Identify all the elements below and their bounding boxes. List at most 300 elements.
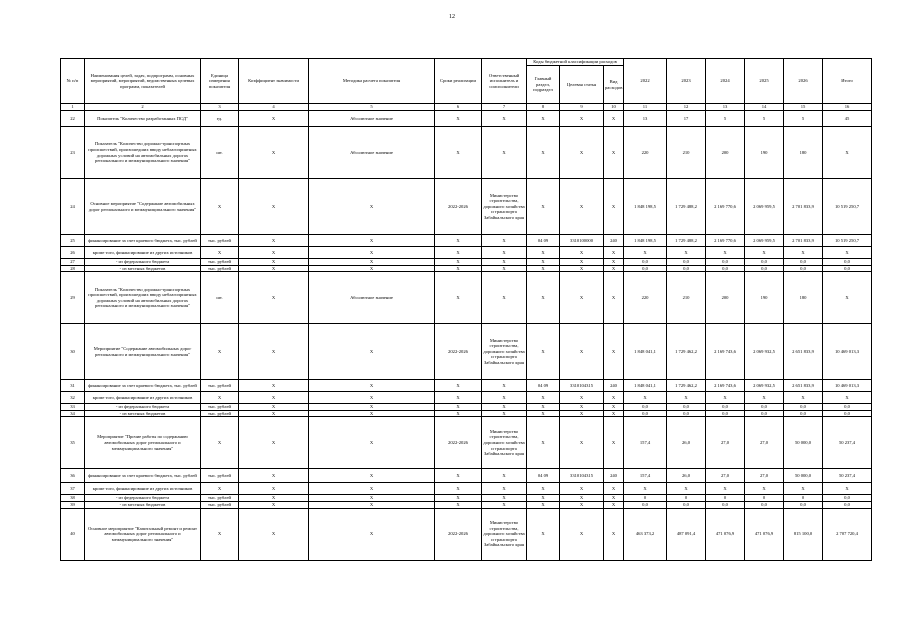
- row-unit: тыс. рублей: [201, 265, 239, 272]
- row-total: 0,0: [823, 404, 872, 411]
- row-value-2022: 1 848 198,5: [624, 179, 667, 235]
- row-unit: тыс. рублей: [201, 259, 239, 266]
- row-value-2026: 0: [784, 495, 823, 502]
- row-expense-type: X: [604, 508, 624, 560]
- column-number: 11: [624, 104, 667, 111]
- row-value-2023: 1 729 488,2: [667, 179, 706, 235]
- row-value-2023: 17: [667, 111, 706, 127]
- table-row: [61, 272, 872, 324]
- row-period: X: [435, 380, 482, 392]
- row-value-2026: 2 651 833,9: [784, 324, 823, 380]
- table-row: [61, 410, 872, 417]
- row-value-2022: 0,0: [624, 265, 667, 272]
- row-name: Показатель "Количество дорожно-транспортных происшествий, произошедших ввиду неблагоприятных дорожных условий на автомобильных дорогах регионального и межмуниципального значения": [85, 272, 201, 324]
- row-period: X: [435, 111, 482, 127]
- row-method: Абсолютное значение: [309, 111, 435, 127]
- row-value-2026: 2 651 833,9: [784, 380, 823, 392]
- header-2022: 2022: [624, 59, 667, 104]
- row-name: кроме того, финансирование из других источников: [85, 392, 201, 404]
- row-value-2023: 26,0: [667, 417, 706, 469]
- row-number: 38: [61, 495, 85, 502]
- row-name: кроме того, финансирование из других источников: [85, 483, 201, 495]
- row-value-2025: 471 076,9: [745, 508, 784, 560]
- row-responsible: X: [482, 469, 527, 483]
- table-row: [61, 508, 872, 560]
- row-responsible: X: [482, 483, 527, 495]
- table-row: [61, 127, 872, 179]
- row-value-2025: 5: [745, 111, 784, 127]
- row-target-article: X: [560, 508, 604, 560]
- row-total: 10 519 250,7: [823, 235, 872, 247]
- row-expense-type: 240: [604, 235, 624, 247]
- row-value-2026: 180: [784, 272, 823, 324]
- row-method: X: [309, 265, 435, 272]
- row-target-article: X: [560, 127, 604, 179]
- row-number: 25: [61, 235, 85, 247]
- row-target-article: X: [560, 324, 604, 380]
- row-number: 31: [61, 380, 85, 392]
- table-header: [61, 59, 872, 111]
- row-total: 50 237,4: [823, 469, 872, 483]
- row-main-section: X: [527, 483, 560, 495]
- row-main-section: X: [527, 417, 560, 469]
- row-period: X: [435, 404, 482, 411]
- row-value-2024: 471 076,9: [706, 508, 745, 560]
- row-unit: тыс. рублей: [201, 380, 239, 392]
- row-name: - из федерального бюджета: [85, 259, 201, 266]
- row-target-article: X: [560, 111, 604, 127]
- row-responsible: X: [482, 392, 527, 404]
- column-number: 4: [239, 104, 309, 111]
- row-value-2022: 0,0: [624, 501, 667, 508]
- row-value-2024: X: [706, 392, 745, 404]
- table-row: [61, 179, 872, 235]
- row-period: X: [435, 272, 482, 324]
- row-target-article: X: [560, 404, 604, 411]
- row-unit: X: [201, 417, 239, 469]
- row-value-2022: 157,4: [624, 417, 667, 469]
- row-unit: тыс. рублей: [201, 235, 239, 247]
- row-target-article: X: [560, 392, 604, 404]
- row-period: X: [435, 495, 482, 502]
- row-main-section: X: [527, 404, 560, 411]
- row-period: X: [435, 127, 482, 179]
- row-name: - из федерального бюджета: [85, 404, 201, 411]
- row-name: - из местных бюджетов: [85, 410, 201, 417]
- row-expense-type: X: [604, 404, 624, 411]
- row-target-article: 3310104315: [560, 469, 604, 483]
- row-value-2024: 2 169 770,6: [706, 179, 745, 235]
- column-number: 10: [604, 104, 624, 111]
- row-number: 40: [61, 508, 85, 560]
- row-value-2025: 0: [745, 495, 784, 502]
- row-value-2025: 190: [745, 272, 784, 324]
- table-row: [61, 259, 872, 266]
- row-coefficient: X: [239, 111, 309, 127]
- header-coef: Коэффициент значимости: [239, 59, 309, 104]
- row-unit: X: [201, 179, 239, 235]
- row-value-2026: X: [784, 483, 823, 495]
- row-number: 34: [61, 410, 85, 417]
- row-total: 2 707 720,4: [823, 508, 872, 560]
- row-value-2023: 0: [667, 495, 706, 502]
- row-expense-type: 240: [604, 380, 624, 392]
- row-unit: тыс. рублей: [201, 404, 239, 411]
- page-number: 12: [449, 14, 455, 20]
- header-target-article: Целевая статья: [560, 66, 604, 104]
- row-value-2022: X: [624, 483, 667, 495]
- row-expense-type: X: [604, 265, 624, 272]
- row-name: - из федерального бюджета: [85, 495, 201, 502]
- row-unit: шт.: [201, 127, 239, 179]
- row-main-section: X: [527, 410, 560, 417]
- row-value-2023: 210: [667, 272, 706, 324]
- row-coefficient: X: [239, 259, 309, 266]
- row-value-2024: 5: [706, 111, 745, 127]
- budget-table: [60, 58, 872, 561]
- row-value-2023: 1 729 488,2: [667, 235, 706, 247]
- row-coefficient: X: [239, 404, 309, 411]
- row-coefficient: X: [239, 483, 309, 495]
- row-target-article: X: [560, 179, 604, 235]
- header-2023: 2023: [667, 59, 706, 104]
- row-coefficient: X: [239, 410, 309, 417]
- row-period: X: [435, 392, 482, 404]
- row-number: 35: [61, 417, 85, 469]
- row-method: X: [309, 495, 435, 502]
- row-target-article: X: [560, 247, 604, 259]
- row-responsible: X: [482, 410, 527, 417]
- row-value-2025: 2 069 932,5: [745, 380, 784, 392]
- row-total: 0,0: [823, 265, 872, 272]
- row-period: 2022-2026: [435, 508, 482, 560]
- row-total: X: [823, 483, 872, 495]
- row-period: 2022-2026: [435, 324, 482, 380]
- row-name: Мероприятие "Содержание автомобильных дорог регионального и межмуниципального значения": [85, 324, 201, 380]
- row-responsible: X: [482, 265, 527, 272]
- row-name: финансирование за счет краевого бюджета, тыс. рублей: [85, 235, 201, 247]
- row-value-2023: 1 729 462,2: [667, 380, 706, 392]
- row-coefficient: X: [239, 272, 309, 324]
- header-2024: 2024: [706, 59, 745, 104]
- row-value-2022: 1 848 198,5: [624, 235, 667, 247]
- row-value-2023: 0,0: [667, 265, 706, 272]
- row-name: кроме того, финансирование из других источников: [85, 247, 201, 259]
- row-name: Основное мероприятие "Содержание автомобильных дорог регионального и межмуниципального значения": [85, 179, 201, 235]
- row-expense-type: X: [604, 259, 624, 266]
- row-value-2025: 27,0: [745, 417, 784, 469]
- row-value-2025: 0,0: [745, 265, 784, 272]
- row-unit: X: [201, 247, 239, 259]
- row-period: X: [435, 265, 482, 272]
- row-value-2022: 220: [624, 127, 667, 179]
- row-main-section: X: [527, 501, 560, 508]
- row-value-2023: 210: [667, 127, 706, 179]
- row-name: - из местных бюджетов: [85, 501, 201, 508]
- table-row: [61, 235, 872, 247]
- row-responsible: Министерство строительства, дорожного хозяйства и транспорта Забайкальского края: [482, 417, 527, 469]
- row-unit: шт.: [201, 272, 239, 324]
- row-number: 33: [61, 404, 85, 411]
- row-total: X: [823, 392, 872, 404]
- row-method: Абсолютное значение: [309, 127, 435, 179]
- row-coefficient: X: [239, 265, 309, 272]
- header-2025: 2025: [745, 59, 784, 104]
- row-value-2025: 27,0: [745, 469, 784, 483]
- row-coefficient: X: [239, 324, 309, 380]
- row-responsible: Министерство строительства, дорожного хозяйства и транспорта Забайкальского края: [482, 508, 527, 560]
- row-period: X: [435, 483, 482, 495]
- row-total: 10 519 250,7: [823, 179, 872, 235]
- row-period: 2022-2026: [435, 179, 482, 235]
- row-responsible: X: [482, 501, 527, 508]
- row-value-2022: 220: [624, 272, 667, 324]
- row-value-2024: 27,0: [706, 417, 745, 469]
- row-value-2024: 2 169 743,6: [706, 324, 745, 380]
- row-method: X: [309, 508, 435, 560]
- row-value-2023: 0,0: [667, 259, 706, 266]
- row-name: - из местных бюджетов: [85, 265, 201, 272]
- row-main-section: 04 09: [527, 469, 560, 483]
- row-value-2022: 0,0: [624, 404, 667, 411]
- row-value-2025: 0,0: [745, 259, 784, 266]
- header-expense-type: Вид расходов: [604, 66, 624, 104]
- row-target-article: X: [560, 495, 604, 502]
- row-value-2026: 815 100,0: [784, 508, 823, 560]
- row-coefficient: X: [239, 508, 309, 560]
- column-numbers-row: [61, 104, 872, 111]
- table-row: [61, 495, 872, 502]
- row-value-2023: X: [667, 392, 706, 404]
- row-target-article: X: [560, 501, 604, 508]
- row-value-2025: 0,0: [745, 501, 784, 508]
- table-row: [61, 247, 872, 259]
- row-value-2026: 50 000,0: [784, 469, 823, 483]
- row-main-section: X: [527, 259, 560, 266]
- row-total: X: [823, 127, 872, 179]
- row-coefficient: X: [239, 127, 309, 179]
- header-method: Методика расчета показателя: [309, 59, 435, 104]
- row-value-2024: 200: [706, 127, 745, 179]
- row-target-article: 3310100000: [560, 235, 604, 247]
- row-responsible: X: [482, 235, 527, 247]
- row-value-2024: 0,0: [706, 259, 745, 266]
- row-expense-type: 240: [604, 469, 624, 483]
- row-value-2022: 1 848 041,1: [624, 380, 667, 392]
- row-unit: тыс. рублей: [201, 501, 239, 508]
- row-number: 39: [61, 501, 85, 508]
- row-value-2024: 0: [706, 495, 745, 502]
- row-value-2023: 0,0: [667, 501, 706, 508]
- row-method: Абсолютное значение: [309, 272, 435, 324]
- row-method: X: [309, 259, 435, 266]
- header-num: № п/п: [61, 59, 85, 104]
- column-number: 14: [745, 104, 784, 111]
- row-value-2024: X: [706, 483, 745, 495]
- row-number: 22: [61, 111, 85, 127]
- row-coefficient: X: [239, 179, 309, 235]
- row-method: X: [309, 410, 435, 417]
- table-body: [61, 111, 872, 561]
- row-method: X: [309, 247, 435, 259]
- row-coefficient: X: [239, 495, 309, 502]
- row-name: Показатель "Количество дорожно-транспортных происшествий, произошедших ввиду неблагоприятных дорожных условий на автомобильных дорогах регионального и межмуниципального значения": [85, 127, 201, 179]
- row-responsible: Министерство строительства, дорожного хозяйства и транспорта Забайкальского края: [482, 179, 527, 235]
- table-row: [61, 469, 872, 483]
- row-value-2026: 180: [784, 127, 823, 179]
- row-name: Мероприятие "Прочие работы по содержанию автомобильных дорог регионального и межмуниципального значения": [85, 417, 201, 469]
- row-value-2022: X: [624, 247, 667, 259]
- row-number: 26: [61, 247, 85, 259]
- row-method: X: [309, 483, 435, 495]
- row-main-section: X: [527, 495, 560, 502]
- row-number: 37: [61, 483, 85, 495]
- row-total: 10 469 013,3: [823, 380, 872, 392]
- row-value-2026: 0,0: [784, 410, 823, 417]
- column-number: 13: [706, 104, 745, 111]
- row-method: X: [309, 324, 435, 380]
- row-coefficient: X: [239, 469, 309, 483]
- table-row: [61, 392, 872, 404]
- row-value-2023: 1 729 462,2: [667, 324, 706, 380]
- row-method: X: [309, 179, 435, 235]
- row-expense-type: X: [604, 179, 624, 235]
- row-value-2026: 2 701 833,9: [784, 179, 823, 235]
- table-row: [61, 483, 872, 495]
- row-period: X: [435, 469, 482, 483]
- row-value-2023: 0,0: [667, 404, 706, 411]
- row-expense-type: X: [604, 247, 624, 259]
- row-value-2022: 463 373,2: [624, 508, 667, 560]
- row-value-2024: 2 169 743,6: [706, 380, 745, 392]
- row-value-2026: 0,0: [784, 265, 823, 272]
- row-value-2023: X: [667, 247, 706, 259]
- row-unit: тыс. рублей: [201, 495, 239, 502]
- row-value-2025: X: [745, 247, 784, 259]
- table-row: [61, 265, 872, 272]
- table-row: [61, 404, 872, 411]
- row-value-2022: 0,0: [624, 259, 667, 266]
- row-main-section: X: [527, 508, 560, 560]
- row-value-2023: X: [667, 483, 706, 495]
- row-unit: тыс. рублей: [201, 469, 239, 483]
- column-number: 9: [560, 104, 604, 111]
- row-total: 0,0: [823, 495, 872, 502]
- row-value-2024: 200: [706, 272, 745, 324]
- row-method: X: [309, 380, 435, 392]
- row-value-2022: 1 848 041,1: [624, 324, 667, 380]
- header-codes: Коды бюджетной классификации расходов: [527, 59, 624, 66]
- row-value-2026: 0,0: [784, 404, 823, 411]
- row-main-section: X: [527, 272, 560, 324]
- column-number: 7: [482, 104, 527, 111]
- row-value-2026: 0,0: [784, 259, 823, 266]
- row-main-section: 04 09: [527, 235, 560, 247]
- row-expense-type: X: [604, 417, 624, 469]
- row-target-article: X: [560, 410, 604, 417]
- row-number: 29: [61, 272, 85, 324]
- header-unit: Единица измерения показателя: [201, 59, 239, 104]
- row-number: 28: [61, 265, 85, 272]
- row-period: X: [435, 410, 482, 417]
- row-expense-type: X: [604, 272, 624, 324]
- row-value-2024: 0,0: [706, 404, 745, 411]
- column-number: 12: [667, 104, 706, 111]
- row-value-2022: 13: [624, 111, 667, 127]
- row-target-article: 3310104315: [560, 380, 604, 392]
- row-name: Основное мероприятие "Капитальный ремонт и ремонт автомобильных дорог регионального и межмуниципального значения": [85, 508, 201, 560]
- header-main-section: Главный раздел, подраздел: [527, 66, 560, 104]
- row-main-section: 04 09: [527, 380, 560, 392]
- row-value-2026: X: [784, 392, 823, 404]
- header-period: Сроки реализации: [435, 59, 482, 104]
- row-value-2022: 0: [624, 495, 667, 502]
- row-value-2024: 2 169 770,6: [706, 235, 745, 247]
- row-period: X: [435, 247, 482, 259]
- row-total: 0,0: [823, 410, 872, 417]
- row-expense-type: X: [604, 324, 624, 380]
- row-responsible: X: [482, 259, 527, 266]
- row-method: X: [309, 404, 435, 411]
- row-expense-type: X: [604, 410, 624, 417]
- row-total: 0,0: [823, 259, 872, 266]
- column-number: 2: [85, 104, 201, 111]
- row-responsible: X: [482, 272, 527, 324]
- table-row: [61, 324, 872, 380]
- row-value-2024: 27,0: [706, 469, 745, 483]
- row-total: 45: [823, 111, 872, 127]
- row-total: 10 469 013,3: [823, 324, 872, 380]
- row-number: 36: [61, 469, 85, 483]
- row-responsible: X: [482, 247, 527, 259]
- row-number: 32: [61, 392, 85, 404]
- row-main-section: X: [527, 111, 560, 127]
- row-value-2026: 0,0: [784, 501, 823, 508]
- row-value-2026: 50 000,0: [784, 417, 823, 469]
- row-main-section: X: [527, 392, 560, 404]
- row-unit: X: [201, 508, 239, 560]
- row-unit: X: [201, 483, 239, 495]
- row-expense-type: X: [604, 501, 624, 508]
- row-value-2025: 2 069 932,5: [745, 324, 784, 380]
- row-period: X: [435, 235, 482, 247]
- header-total: Итого: [823, 59, 872, 104]
- row-number: 23: [61, 127, 85, 179]
- header-2026: 2026: [784, 59, 823, 104]
- row-value-2024: 0,0: [706, 265, 745, 272]
- row-name: финансирование за счет краевого бюджета, тыс. рублей: [85, 469, 201, 483]
- header-name: Наименования целей, задач, подпрограмм, основных мероприятий, мероприятий, ведомственных целевых программ, показателей: [85, 59, 201, 104]
- row-period: X: [435, 259, 482, 266]
- row-value-2024: X: [706, 247, 745, 259]
- row-main-section: X: [527, 179, 560, 235]
- column-number: 15: [784, 104, 823, 111]
- row-number: 24: [61, 179, 85, 235]
- row-coefficient: X: [239, 392, 309, 404]
- column-number: 1: [61, 104, 85, 111]
- row-name: финансирование за счет краевого бюджета, тыс. рублей: [85, 380, 201, 392]
- row-value-2024: 0,0: [706, 501, 745, 508]
- row-target-article: X: [560, 272, 604, 324]
- row-value-2025: 0,0: [745, 404, 784, 411]
- row-unit: тыс. рублей: [201, 410, 239, 417]
- row-unit: X: [201, 392, 239, 404]
- row-method: X: [309, 235, 435, 247]
- row-coefficient: X: [239, 380, 309, 392]
- row-coefficient: X: [239, 501, 309, 508]
- table-row: [61, 501, 872, 508]
- row-main-section: X: [527, 127, 560, 179]
